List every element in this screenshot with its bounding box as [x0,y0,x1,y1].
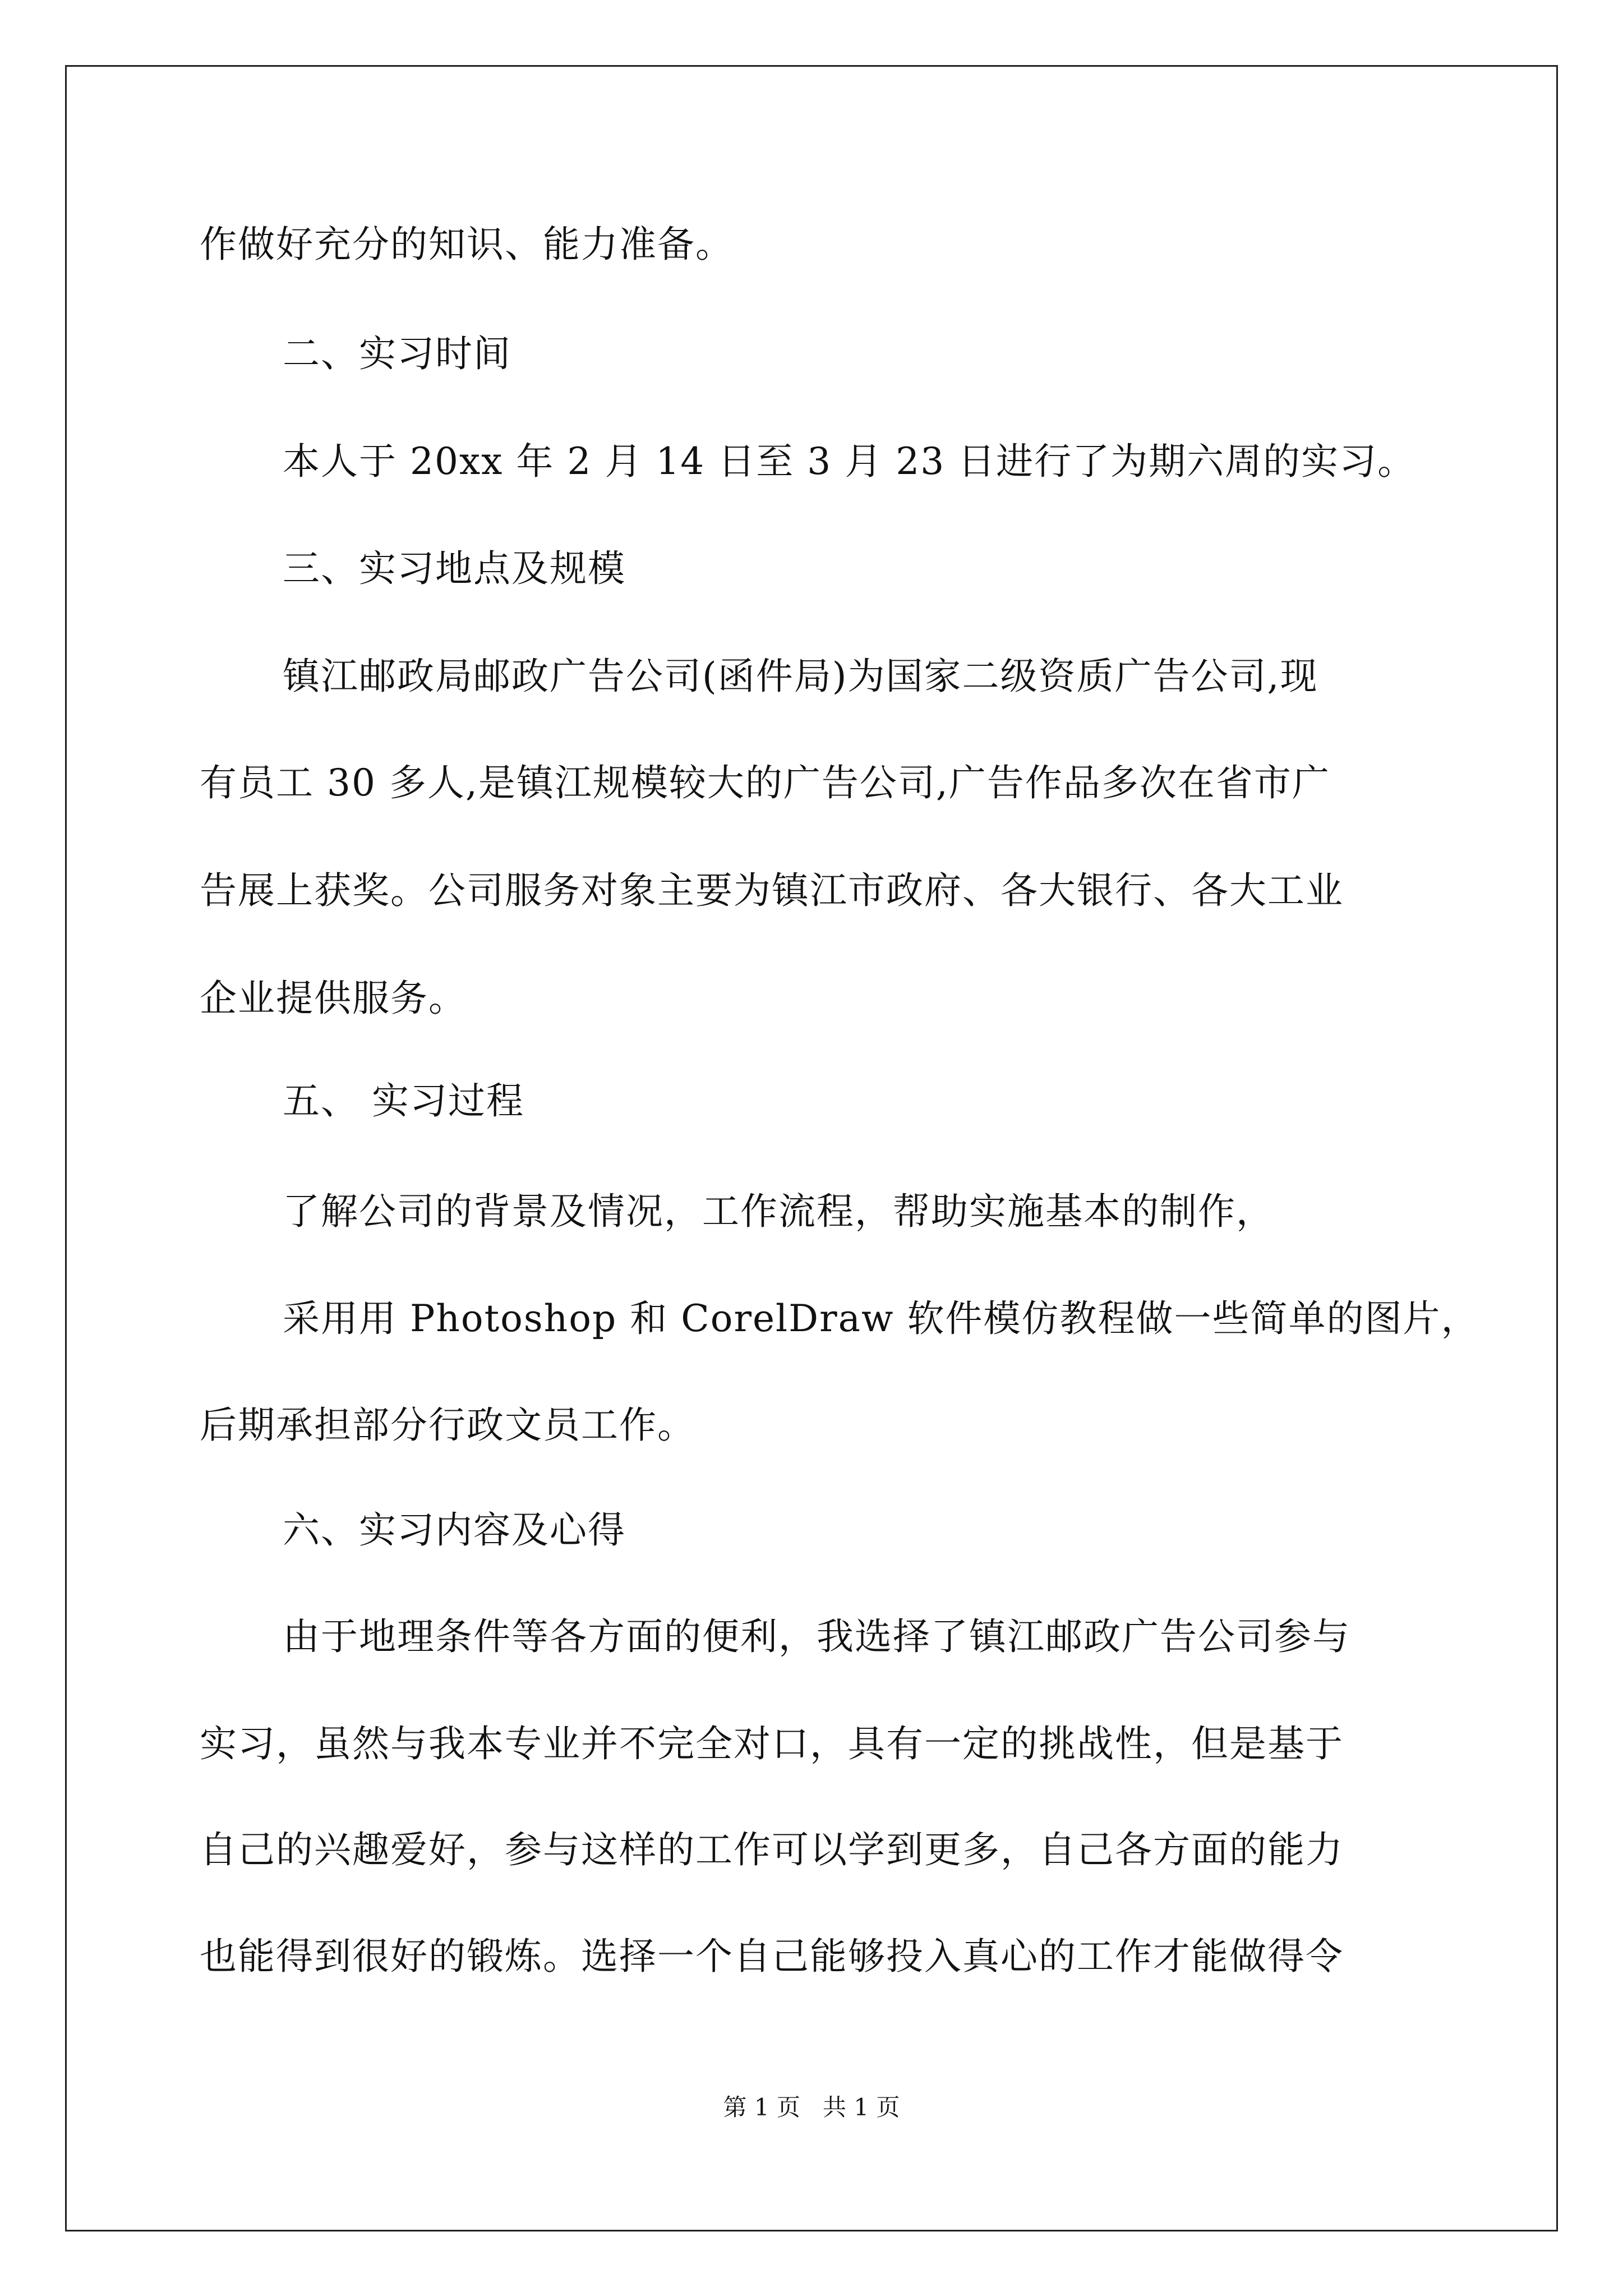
paragraph-line: 采用用 Photoshop 和 CorelDraw 软件模仿教程做一些简单的图片， [283,1297,1479,1340]
paragraph-line: 由于地理条件等各方面的便利，我选择了镇江邮政广告公司参与 [283,1615,1350,1658]
section-heading: 六、实习内容及心得 [283,1508,626,1552]
paragraph-line: 有员工 30 多人,是镇江规模较大的广告公司,广告作品多次在省市广 [200,761,1330,804]
paragraph-line: 本人于 20xx 年 2 月 14 日至 3 月 23 日进行了为期六周的实习。 [283,440,1416,483]
page-footer: 第 1 页 共 1 页 [723,2093,900,2121]
paragraph-line: 告展上获奖。公司服务对象主要为镇江市政府、各大银行、各大工业 [200,869,1344,912]
page-border [65,65,1558,2231]
section-heading: 三、实习地点及规模 [283,547,626,590]
paragraph-line: 企业提供服务。 [200,977,467,1020]
paragraph-line: 自己的兴趣爱好，参与这样的工作可以学到更多，自己各方面的能力 [200,1828,1344,1871]
paragraph-line: 也能得到很好的锻炼。选择一个自己能够投入真心的工作才能做得令 [200,1935,1344,1978]
section-heading: 二、实习时间 [283,332,511,375]
paragraph-line: 镇江邮政局邮政广告公司(函件局)为国家二级资质广告公司,现 [283,655,1318,698]
section-heading: 五、 实习过程 [283,1079,524,1122]
paragraph-line: 了解公司的背景及情况，工作流程，帮助实施基本的制作， [283,1190,1274,1233]
paragraph-line: 后期承担部分行政文员工作。 [200,1404,695,1447]
paragraph-line: 作做好充分的知识、能力准备。 [200,223,734,266]
paragraph-line: 实习，虽然与我本专业并不完全对口，具有一定的挑战性，但是基于 [200,1722,1344,1765]
